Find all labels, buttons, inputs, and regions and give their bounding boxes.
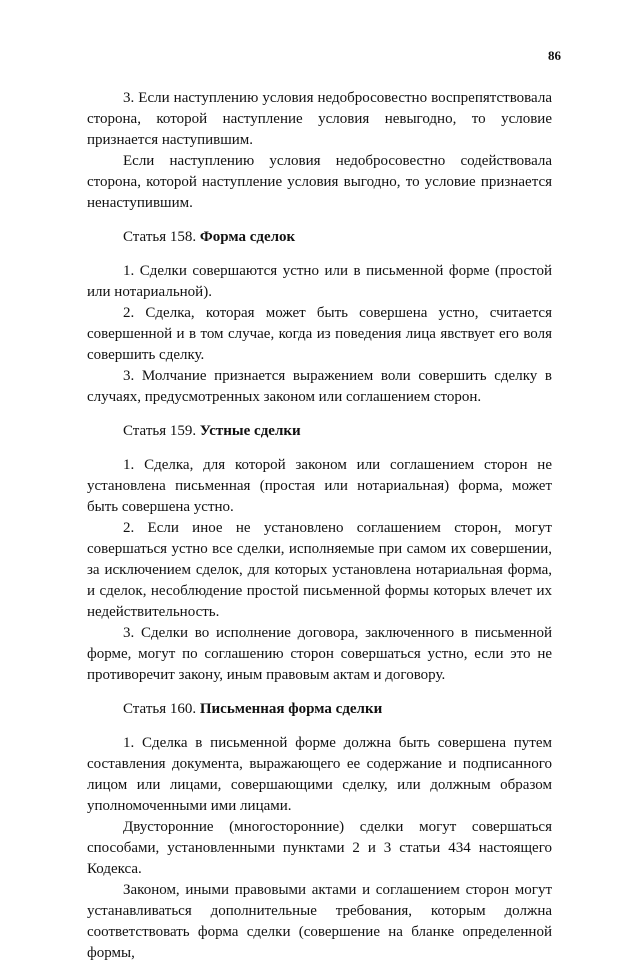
paragraph: 1. Сделка в письменной форме должна быть совершена путем составления документа, выражающего ее содержание и подписанного лицом или лицами, совершающими сделку, или должным образом уполномоченными ими лицами. [87,735,552,814]
paragraph: 1. Сделки совершаются устно или в письменной форме (простой или нотариальной). [87,263,552,300]
paragraph: 2. Сделка, которая может быть совершена устно, считается совершенной и в том случае, когда из поведения лица явствует его воля совершить сделку. [87,305,552,363]
article-heading [87,227,552,248]
paragraph: 3. Если наступлению условия недобросовестно воспрепятствовала сторона, которой наступление условия невыгодно, то условие признается наступившим. [87,90,552,148]
paragraph: 3. Сделки во исполнение договора, заключенного в письменной форме, могут по соглашению сторон совершаться устно, если это не противоречит закону, иным правовым актам и договору. [87,625,552,683]
paragraph: 2. Если иное не установлено соглашением сторон, могут совершаться устно все сделки, исполняемые при самом их совершении, за исключением сделок, для которых установлена нотариальная форма, и сделок, несоблюдение простой письменной формы которых влечет их недействительность. [87,520,552,620]
page-number: 86 [548,48,561,63]
document-body [87,88,552,964]
article-label: Статья 160. [123,701,197,717]
article-title: Устные сделки [199,423,301,439]
paragraph: Если наступлению условия недобросовестно содействовала сторона, которой наступление условия выгодно, то условие признается ненаступившим. [87,153,552,211]
paragraph: 1. Сделка, для которой законом или соглашением сторон не установлена письменная (простая или нотариальная) форма, может быть совершена устно. [87,457,552,515]
paragraph: 3. Молчание признается выражением воли совершить сделку в случаях, предусмотренных законом или соглашением сторон. [87,368,552,405]
article-title: Форма сделок [199,229,296,245]
paragraph: Законом, иными правовыми актами и соглашением сторон могут устанавливаться дополнительные требования, которым должна соответствовать форма сделки (совершение на бланке определенной формы, [87,882,552,961]
article-heading [87,421,552,442]
article-label: Статья 158. [123,229,197,245]
paragraph: Двусторонние (многосторонние) сделки могут совершаться способами, установленными пунктами 2 и 3 статьи 434 настоящего Кодекса. [87,819,552,877]
article-label: Статья 159. [123,423,197,439]
article-title: Письменная форма сделки [199,701,383,717]
article-heading [87,699,552,720]
